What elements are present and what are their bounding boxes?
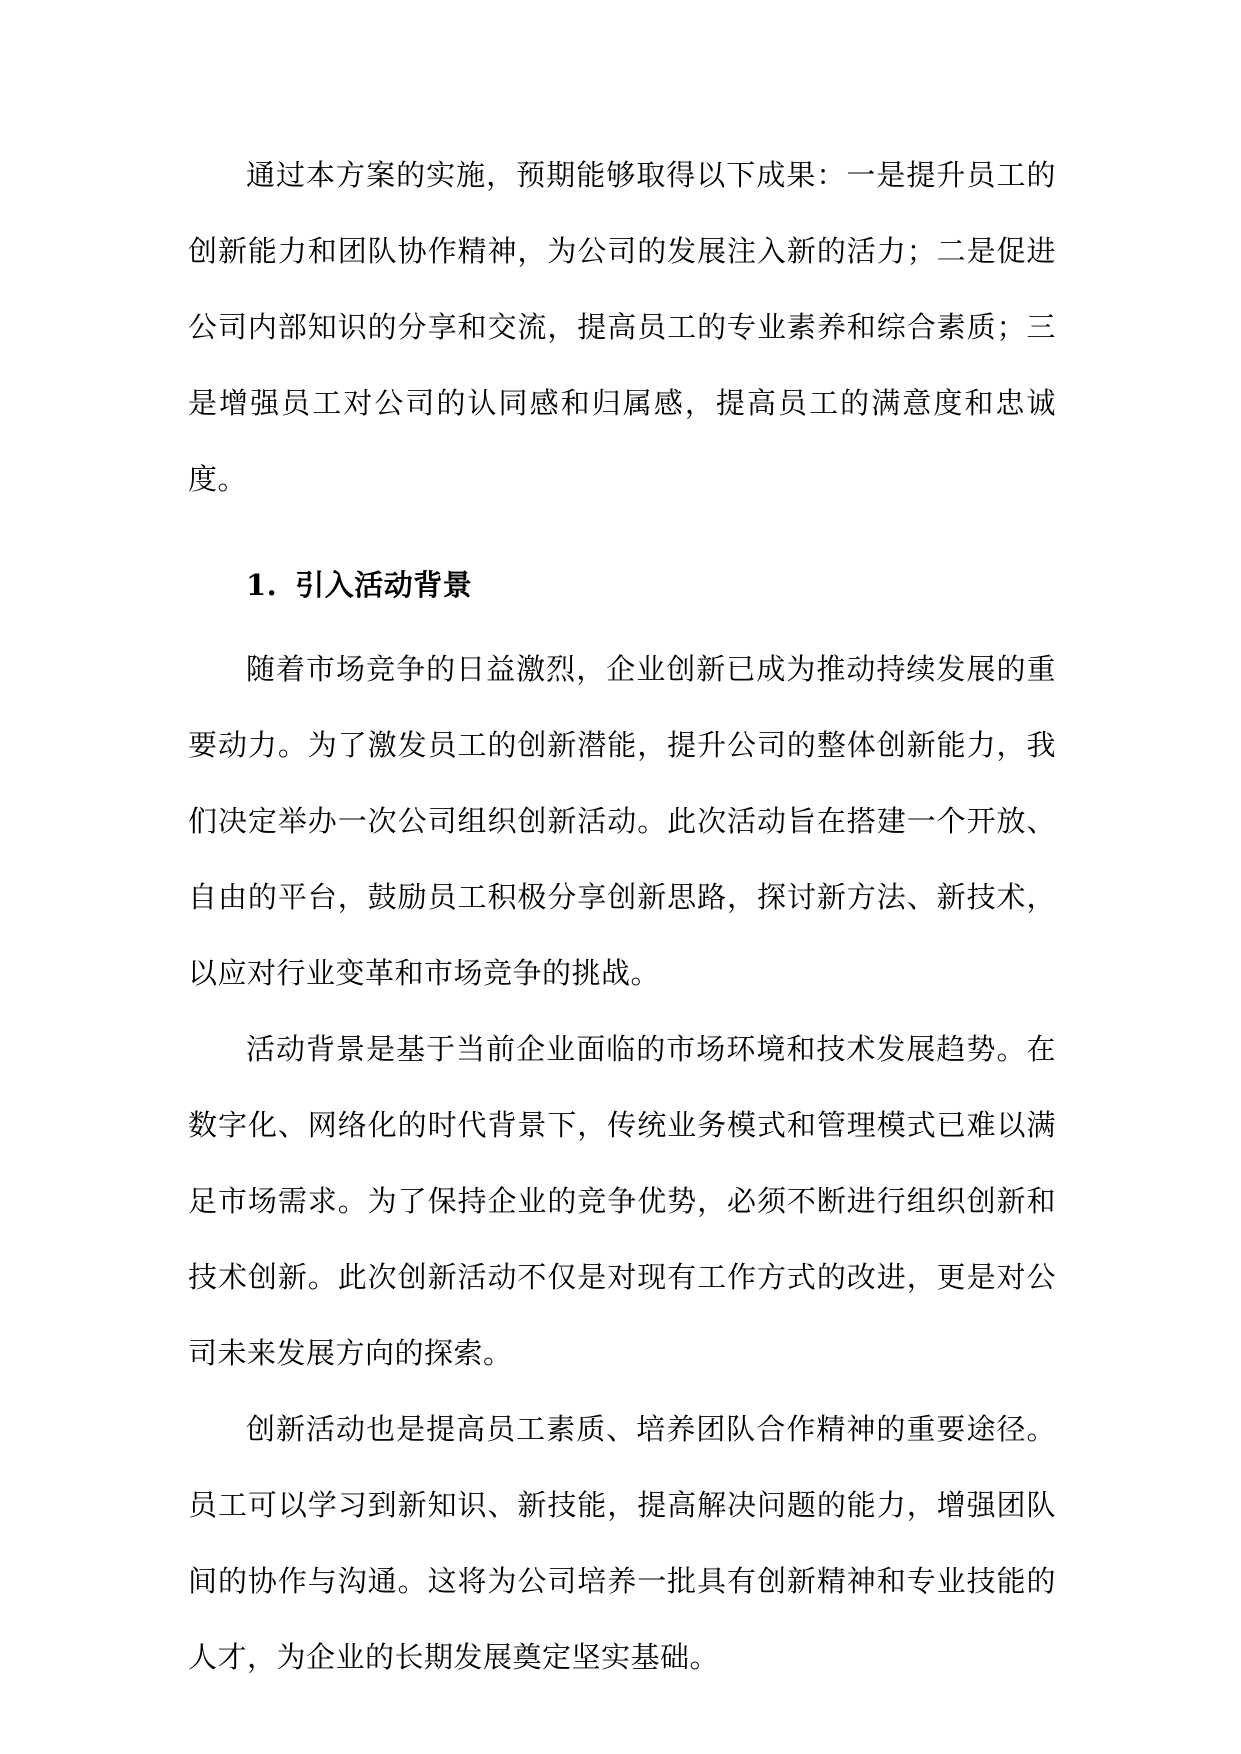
body-paragraph: 活动背景是基于当前企业面临的市场环境和技术发展趋势。在数字化、网络化的时代背景下，传统业务模式和管理模式已难以满足市场需求。为了保持企业的竞争优势，必须不断进行组织创新和技术创新。此次创新活动不仅是对现有工作方式的改进，更是对公司未来发展方向的探索。 xyxy=(188,1032,1056,1370)
body-paragraph: 随着市场竞争的日益激烈，企业创新已成为推动持续发展的重要动力。为了激发员工的创新潜能，提升公司的整体创新能力，我们决定举办一次公司组织创新活动。此次活动旨在搭建一个开放、自由的平台，鼓励员工积极分享创新思路，探讨新方法、新技术，以应对行业变革和市场竞争的挑战。 xyxy=(188,652,1056,990)
section-title: 引入活动背景 xyxy=(295,568,473,602)
intro-paragraph: 通过本方案的实施，预期能够取得以下成果：一是提升员工的创新能力和团队协作精神，为公司的发展注入新的活力；二是促进公司内部知识的分享和交流，提高员工的专业素养和综合素质；三是增强员工对公司的认同感和归属感，提高员工的满意度和忠诚度。 xyxy=(188,158,1056,496)
document-body xyxy=(188,137,1056,1695)
section-heading xyxy=(188,547,1056,623)
body-paragraph: 创新活动也是提高员工素质、培养团队合作精神的重要途径。员工可以学习到新知识、新技能，提高解决问题的能力，增强团队间的协作与沟通。这将为公司培养一批具有创新精神和专业技能的人才，为企业的长期发展奠定坚实基础。 xyxy=(188,1412,1056,1674)
section-number: 1. xyxy=(246,568,278,602)
